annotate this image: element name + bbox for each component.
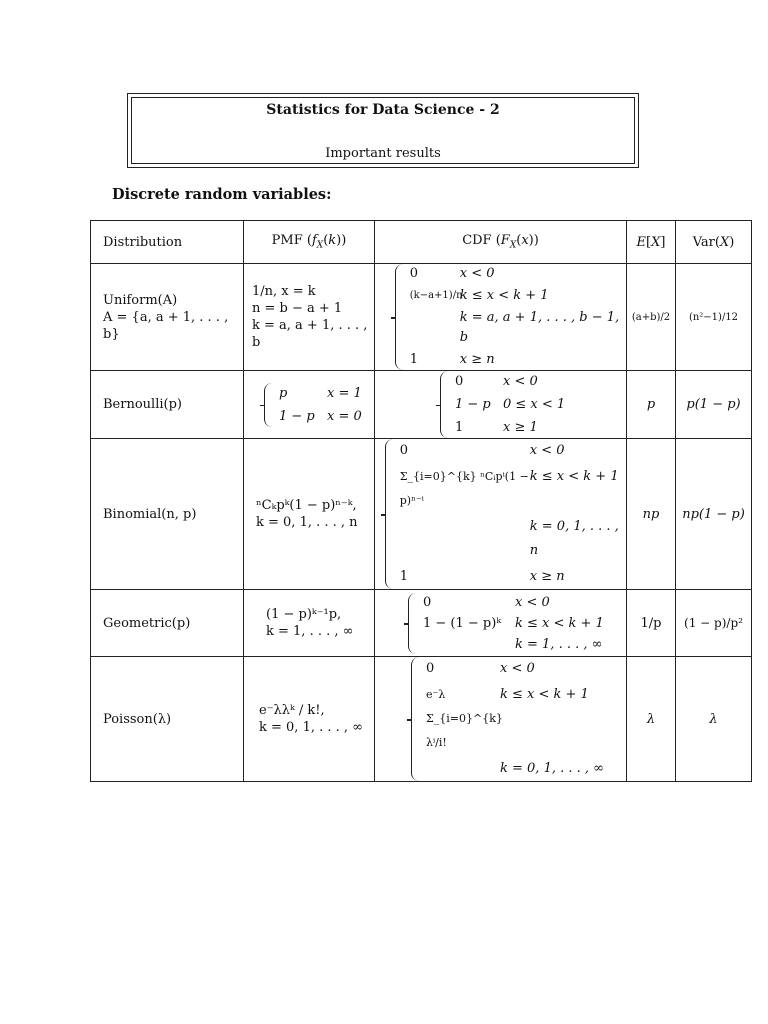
binomial-pmf-line-1: ⁿCₖpᵏ(1 − p)ⁿ⁻ᵏ, (256, 498, 357, 513)
uniform-cdf-cond-4: x ≥ n (459, 352, 495, 367)
binomial-name: Binomial(n, p) (103, 506, 197, 522)
poisson-cdf-value-1: 0 (426, 661, 435, 676)
geometric-pmf-line-1: (1 − p)ᵏ⁻¹p, (266, 607, 342, 622)
uniform-name: Uniform(A) (103, 292, 178, 308)
bernoulli-pmf-brace (264, 383, 275, 427)
uniform-cdf-cell (375, 264, 627, 371)
table-row-binomial (91, 439, 752, 590)
geometric-variance: (1 − p)/p² (676, 590, 752, 657)
table-header-row (91, 221, 752, 264)
uniform-pmf-line-1: 1/n, x = k (252, 284, 316, 299)
title-box (127, 93, 639, 168)
header-distribution: Distribution (91, 221, 244, 264)
table-row-geometric (91, 590, 752, 657)
binomial-pmf-line-2: k = 0, 1, . . . , n (256, 515, 358, 530)
uniform-support: A = {a, a + 1, . . . , b} (103, 309, 229, 342)
geometric-pmf-line-2: k = 1, . . . , ∞ (266, 624, 354, 639)
binomial-cdf-cell (375, 439, 627, 590)
poisson-distribution-cell (91, 657, 244, 782)
binomial-distribution-cell (91, 439, 244, 590)
binomial-cdf-cond-3: k = 0, 1, . . . , n (529, 519, 619, 558)
poisson-cdf-cond-1: x < 0 (500, 661, 535, 676)
binomial-cdf-value-1: 0 (399, 443, 409, 458)
bernoulli-cdf-value-3: 1 (455, 420, 464, 435)
poisson-mean: λ (627, 657, 676, 782)
uniform-variance: (n²−1)/12 (676, 264, 752, 371)
poisson-cdf-value-2: e⁻λ Σ_{i=0}^{k} λⁱ/i! (426, 688, 503, 749)
geometric-cdf-value-2: 1 − (1 − p)ᵏ (423, 615, 502, 631)
bernoulli-variance: p(1 − p) (676, 371, 752, 439)
bernoulli-pmf-cond-1: x = 1 (327, 385, 362, 401)
uniform-distribution-cell (91, 264, 244, 371)
geometric-cdf-brace (408, 593, 419, 654)
document-subtitle: Important results (325, 146, 441, 161)
header-variance: Var(X) (676, 221, 752, 264)
binomial-cdf-cond-1: x < 0 (529, 443, 565, 458)
binomial-cdf-cond-4: x ≥ n (529, 569, 565, 584)
bernoulli-cdf-cell (375, 371, 627, 439)
uniform-cdf-brace (395, 264, 406, 370)
uniform-cdf-value-4: 1 (409, 352, 419, 367)
uniform-pmf-cell (244, 264, 375, 371)
poisson-pmf-line-2: k = 0, 1, . . . , ∞ (259, 720, 363, 735)
poisson-cdf-cell (375, 657, 627, 782)
geometric-name: Geometric(p) (103, 615, 191, 631)
bernoulli-name: Bernoulli(p) (103, 397, 182, 412)
uniform-cdf-value-2: (k−a+1)/n (409, 290, 463, 301)
header-expectation: E[X] (627, 221, 676, 264)
results-table (90, 220, 752, 782)
poisson-variance: λ (676, 657, 752, 782)
uniform-mean: (a+b)/2 (627, 264, 676, 371)
uniform-cdf-value-3 (410, 308, 460, 348)
poisson-cdf-cond-3: k = 0, 1, . . . , ∞ (500, 761, 604, 776)
geometric-pmf-cell (244, 590, 375, 657)
bernoulli-mean: p (627, 371, 676, 439)
document-title: Statistics for Data Science - 2 (266, 102, 500, 118)
bernoulli-pmf-cell (244, 371, 375, 439)
bernoulli-cdf-value-2: 1 − p (455, 397, 491, 412)
bernoulli-cdf-cond-1: x < 0 (503, 374, 538, 389)
uniform-cdf-value-1: 0 (409, 266, 419, 281)
binomial-cdf-brace (385, 439, 396, 589)
poisson-pmf-line-1: e⁻λλᵏ / k!, (259, 703, 325, 718)
bernoulli-pmf-value-1: p (279, 385, 288, 401)
header-pmf: PMF $(f_X(k))$ (244, 221, 375, 264)
table-row-uniform (91, 264, 752, 371)
binomial-cdf-value-3 (400, 515, 530, 563)
uniform-pmf-line-3: k = a, a + 1, . . . , b (252, 318, 368, 350)
table-row-poisson (91, 657, 752, 782)
bernoulli-cdf-brace (440, 371, 451, 438)
geometric-cdf-value-3 (423, 635, 515, 654)
table-row-bernoulli (91, 371, 752, 439)
poisson-cdf-value-3 (426, 757, 500, 781)
binomial-cdf-value-4: 1 (399, 569, 409, 584)
uniform-pmf-line-2: n = b − a + 1 (252, 301, 343, 316)
bernoulli-cdf-cond-2: 0 ≤ x < 1 (503, 397, 566, 412)
uniform-cdf-cond-1: x < 0 (459, 266, 495, 281)
geometric-cdf-value-1: 0 (423, 594, 432, 610)
bernoulli-pmf-value-2: 1 − p (279, 408, 315, 424)
binomial-mean: np (627, 439, 676, 590)
bernoulli-pmf-cond-2: x = 0 (327, 408, 362, 424)
binomial-pmf-cell (244, 439, 375, 590)
bernoulli-cdf-cond-3: x ≥ 1 (503, 420, 538, 435)
geometric-cdf-cond-3: k = 1, . . . , ∞ (515, 636, 603, 652)
title-box-inner-border (131, 97, 635, 164)
uniform-cdf-cond-3: k = a, a + 1, . . . , b − 1, b (459, 310, 620, 345)
binomial-cdf-cond-2: k ≤ x < k + 1 (529, 469, 619, 484)
poisson-pmf-cell (244, 657, 375, 782)
bernoulli-cdf-value-1: 0 (455, 374, 464, 389)
binomial-cdf-value-2: Σ_{i=0}^{k} ⁿCᵢpⁱ(1 − p)ⁿ⁻ⁱ (399, 470, 529, 507)
header-cdf: CDF $(F_X(x))$ (375, 221, 627, 264)
geometric-distribution-cell (91, 590, 244, 657)
poisson-name: Poisson(λ) (103, 711, 172, 727)
geometric-cdf-cond-2: k ≤ x < k + 1 (515, 615, 604, 631)
geometric-mean: 1/p (627, 590, 676, 657)
poisson-cdf-brace (411, 657, 422, 781)
geometric-cdf-cond-1: x < 0 (515, 594, 550, 610)
binomial-variance: np(1 − p) (676, 439, 752, 590)
section-heading: Discrete random variables: (112, 186, 332, 203)
geometric-cdf-cell (375, 590, 627, 657)
bernoulli-distribution-cell (91, 371, 244, 439)
poisson-cdf-cond-2: k ≤ x < k + 1 (500, 687, 589, 702)
uniform-cdf-cond-2: k ≤ x < k + 1 (459, 288, 549, 303)
